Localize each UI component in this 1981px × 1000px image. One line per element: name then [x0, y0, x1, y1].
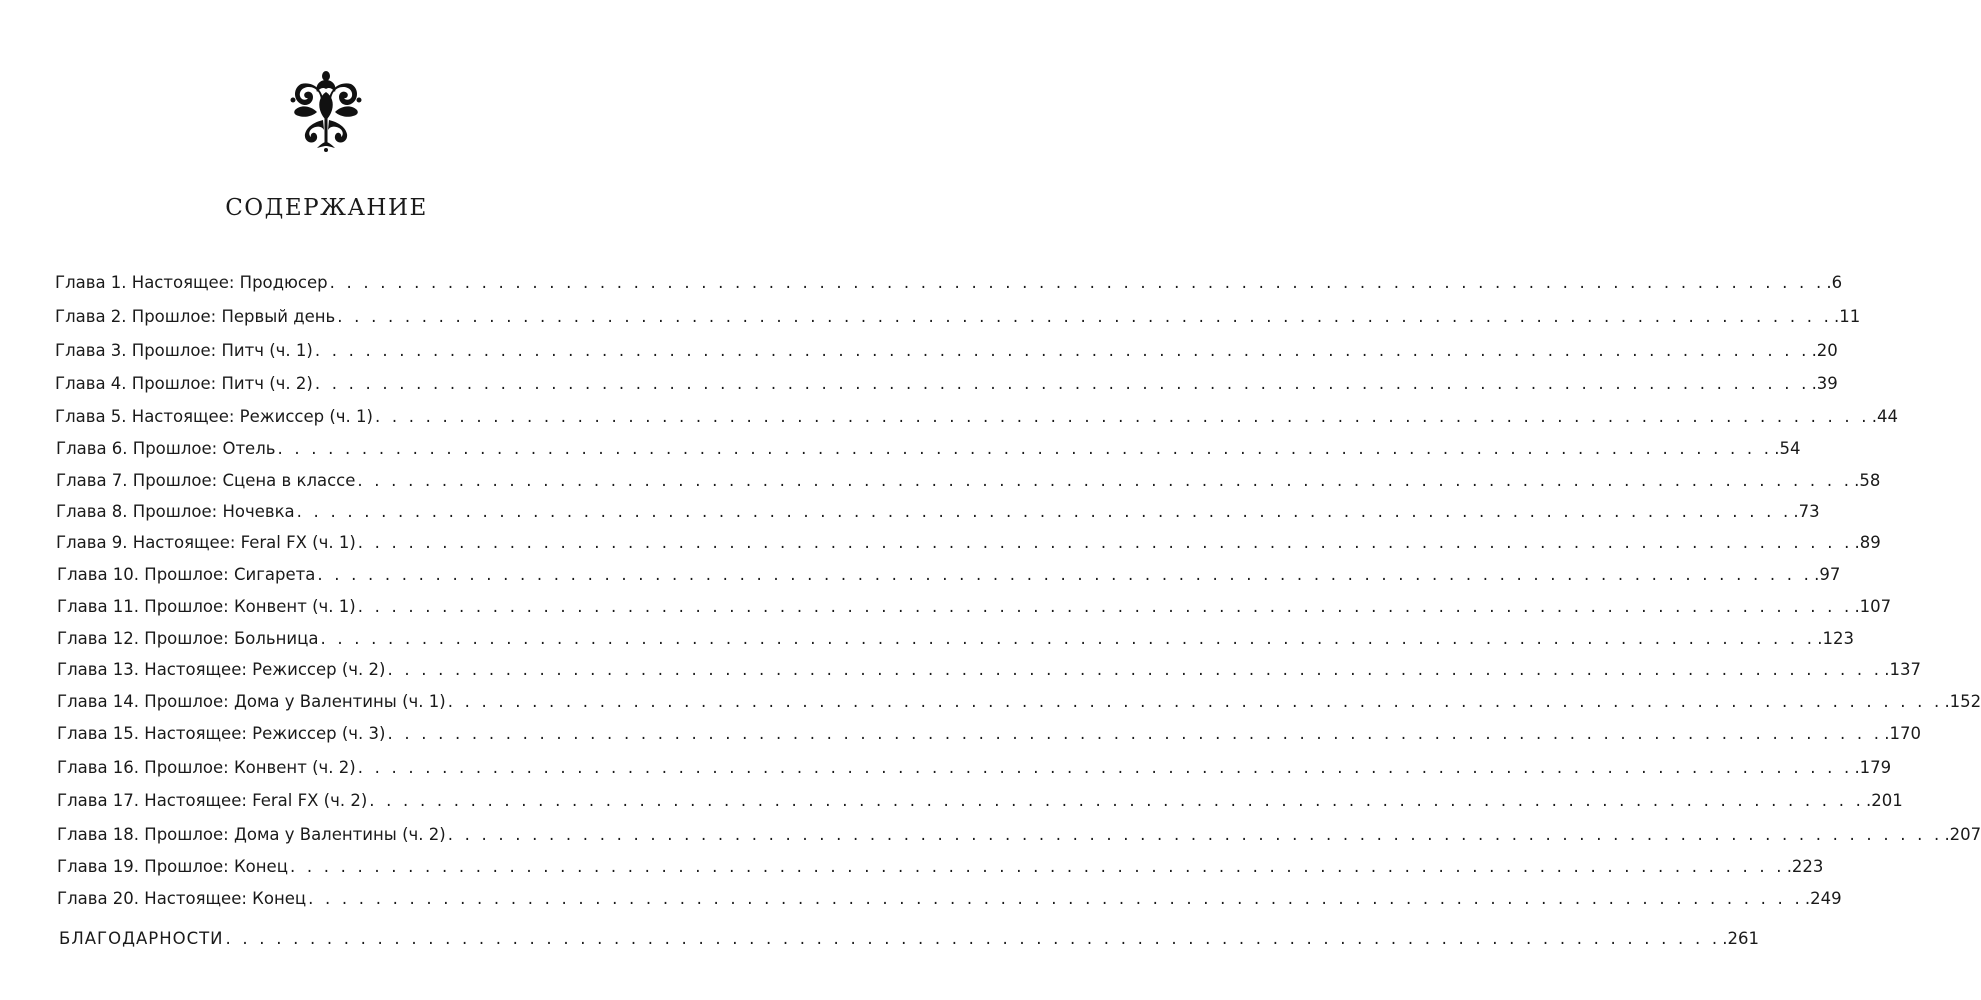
- toc-entry: [57, 659, 1921, 681]
- toc-entry: [55, 272, 1843, 294]
- toc-entry-page: .179: [1854, 758, 1892, 777]
- toc-entry-title: Глава 10. Прошлое: Сигарета: [57, 565, 316, 584]
- toc-entry-title: Глава 1. Настоящее: Продюсер: [55, 273, 328, 292]
- toc-entry: [57, 691, 1981, 713]
- toc-leader-dots: . . . . . . . . . . . . . . . . . . . . . . . . . . . . . . . . . . . . . . . . . . . . . . . . . . . . . . . . . . . . . . . . . . . . . . . . . . . . . . . . . . . . . . . . .: [296, 502, 1792, 521]
- toc-entry-page: .54: [1774, 439, 1801, 458]
- toc-entry-title: Глава 4. Прошлое: Питч (ч. 2): [55, 374, 313, 393]
- toc-entry-page: .170: [1884, 724, 1921, 743]
- toc-leader-dots: . . . . . . . . . . . . . . . . . . . . . . . . . . . . . . . . . . . . . . . . . . . . . . . . . . . . . . . . . . . . . . . . . . . . . . . . . . . . . . . . . . . . . . . . .: [337, 307, 1833, 326]
- toc-leader-dots: . . . . . . . . . . . . . . . . . . . . . . . . . . . . . . . . . . . . . . . . . . . . . . . . . . . . . . . . . . . . . . . . . . . . . . . . . . . . . . . . . . . . . . . . .: [387, 724, 1883, 743]
- toc-entry-page: .73: [1793, 502, 1820, 521]
- toc-entry: [56, 438, 1801, 460]
- toc-entry-page: .11: [1834, 307, 1861, 326]
- toc-leader-dots: . . . . . . . . . . . . . . . . . . . . . . . . . . . . . . . . . . . . . . . . . . . . . . . . . . . . . . . . . . . . . . . . . . . . . . . . . . . . . . . . . . . . . . . . .: [317, 565, 1813, 584]
- toc-entry-page: .20: [1811, 341, 1838, 360]
- toc-entry-title: Глава 8. Прошлое: Ночевка: [56, 502, 295, 521]
- toc-entry-page: .58: [1854, 471, 1881, 490]
- toc-leader-dots: . . . . . . . . . . . . . . . . . . . . . . . . . . . . . . . . . . . . . . . . . . . . . . . . . . . . . . . . . . . . . . . . . . . . . . . . . . . . . . . . . . . . . . . . .: [357, 533, 1853, 552]
- toc-entry-page: .261: [1722, 929, 1760, 948]
- toc-entry: [56, 532, 1881, 554]
- toc-entry-page: .223: [1786, 857, 1824, 876]
- toc-leader-dots: . . . . . . . . . . . . . . . . . . . . . . . . . . . . . . . . . . . . . . . . . . . . . . . . . . . . . . . . . . . . . . . . . . . . . . . . . . . . . . . . . . . . . . . . .: [314, 341, 1810, 360]
- toc-entry-acknowledgements: [59, 928, 1760, 950]
- toc-entry: [56, 470, 1881, 492]
- toc-leader-dots: . . . . . . . . . . . . . . . . . . . . . . . . . . . . . . . . . . . . . . . . . . . . . . . . . . . . . . . . . . . . . . . . . . . . . . . . . . . . . . . . . . . . . . . . .: [277, 439, 1773, 458]
- toc-entry: [56, 501, 1820, 523]
- toc-leader-dots: . . . . . . . . . . . . . . . . . . . . . . . . . . . . . . . . . . . . . . . . . . . . . . . . . . . . . . . . . . . . . . . . . . . . . . . . . . . . . . . . . . . . . . . . .: [357, 471, 1853, 490]
- toc-entry-title: Глава 13. Настоящее: Режиссер (ч. 2): [57, 660, 386, 679]
- toc-leader-dots: . . . . . . . . . . . . . . . . . . . . . . . . . . . . . . . . . . . . . . . . . . . . . . . . . . . . . . . . . . . . . . . . . . . . . . . . . . . . . . . . . . . . . . . . .: [369, 791, 1865, 810]
- toc-entry-page: .207: [1944, 825, 1981, 844]
- toc-entry-page: .89: [1854, 533, 1881, 552]
- toc-leader-dots: . . . . . . . . . . . . . . . . . . . . . . . . . . . . . . . . . . . . . . . . . . . . . . . . . . . . . . . . . . . . . . . . . . . . . . . . . . . . . . . . . . . . . . . . .: [308, 889, 1803, 908]
- page-title: СОДЕРЖАНИЕ: [225, 195, 428, 221]
- toc-entry-page: .97: [1814, 565, 1841, 584]
- toc-entry: [57, 856, 1824, 878]
- toc-leader-dots: . . . . . . . . . . . . . . . . . . . . . . . . . . . . . . . . . . . . . . . . . . . . . . . . . . . . . . . . . . . . . . . . . . . . . . . . . . . . . . . . . . . . . . . . .: [320, 629, 1816, 648]
- toc-entry-page: .44: [1871, 407, 1898, 426]
- toc-entry-page: .107: [1854, 597, 1892, 616]
- toc-entry-title: Глава 15. Настоящее: Режиссер (ч. 3): [57, 724, 386, 743]
- toc-leader-dots: . . . . . . . . . . . . . . . . . . . . . . . . . . . . . . . . . . . . . . . . . . . . . . . . . . . . . . . . . . . . . . . . . . . . . . . . . . . . . . . . . . . . . . . . .: [329, 273, 1825, 292]
- toc-entry-page: .201: [1866, 791, 1903, 810]
- toc-entry-title: Глава 9. Настоящее: Feral FX (ч. 1): [56, 533, 356, 552]
- toc-entry-title: Глава 11. Прошлое: Конвент (ч. 1): [57, 597, 356, 616]
- toc-leader-dots: . . . . . . . . . . . . . . . . . . . . . . . . . . . . . . . . . . . . . . . . . . . . . . . . . . . . . . . . . . . . . . . . . . . . . . . . . . . . . . . . . . . . . . . . .: [357, 597, 1853, 616]
- toc-entry-page: .249: [1804, 889, 1842, 908]
- toc-entry-title: Глава 19. Прошлое: Конец: [57, 857, 288, 876]
- toc-entry: [57, 824, 1981, 846]
- toc-entry-page: .39: [1811, 374, 1838, 393]
- toc-entry: [57, 757, 1892, 779]
- toc-entry-title: Глава 12. Прошлое: Больница: [57, 629, 319, 648]
- toc-entry: [55, 373, 1838, 395]
- toc-leader-dots: . . . . . . . . . . . . . . . . . . . . . . . . . . . . . . . . . . . . . . . . . . . . . . . . . . . . . . . . . . . . . . . . . . . . . . . . . . . . . . . . . . . . . . . . .: [314, 374, 1810, 393]
- toc-leader-dots: . . . . . . . . . . . . . . . . . . . . . . . . . . . . . . . . . . . . . . . . . . . . . . . . . . . . . . . . . . . . . . . . . . . . . . . . . . . . . . . . . . . . . . . . .: [357, 758, 1853, 777]
- toc-entry-title: Глава 16. Прошлое: Конвент (ч. 2): [57, 758, 356, 777]
- toc-entry: [55, 406, 1898, 428]
- toc-entry: [55, 306, 1861, 328]
- toc-entry-title: Глава 6. Прошлое: Отель: [56, 439, 276, 458]
- toc-entry-page: .152: [1944, 692, 1981, 711]
- toc-leader-dots: . . . . . . . . . . . . . . . . . . . . . . . . . . . . . . . . . . . . . . . . . . . . . . . . . . . . . . . . . . . . . . . . . . . . . . . . . . . . . . . . . . . . . . . . .: [447, 692, 1943, 711]
- toc-entry-title: Глава 18. Прошлое: Дома у Валентины (ч. 2): [57, 825, 446, 844]
- toc-leader-dots: . . . . . . . . . . . . . . . . . . . . . . . . . . . . . . . . . . . . . . . . . . . . . . . . . . . . . . . . . . . . . . . . . . . . . . . . . . . . . . . . . . . . . . . . .: [447, 825, 1943, 844]
- toc-leader-dots: . . . . . . . . . . . . . . . . . . . . . . . . . . . . . . . . . . . . . . . . . . . . . . . . . . . . . . . . . . . . . . . . . . . . . . . . . . . . . . . . . . . . . . . . .: [225, 929, 1721, 948]
- toc-entry: [57, 790, 1903, 812]
- toc-entry-title: Глава 3. Прошлое: Питч (ч. 1): [55, 341, 313, 360]
- toc-entry: [57, 723, 1921, 745]
- toc-entry-title: БЛАГОДАРНОСТИ: [59, 929, 224, 948]
- toc-entry: [57, 628, 1854, 650]
- toc-entry: [57, 888, 1842, 910]
- toc-entry: [55, 340, 1838, 362]
- toc-entry: [57, 564, 1841, 586]
- toc-entry-page: .137: [1884, 660, 1921, 679]
- toc-entry-title: Глава 14. Прошлое: Дома у Валентины (ч. 1): [57, 692, 446, 711]
- toc-entry-title: Глава 5. Настоящее: Режиссер (ч. 1): [55, 407, 373, 426]
- toc-entry-page: .123: [1817, 629, 1854, 648]
- toc-entry-title: Глава 7. Прошлое: Сцена в классе: [56, 471, 356, 490]
- toc-entry-page: .6: [1826, 273, 1843, 292]
- toc-leader-dots: . . . . . . . . . . . . . . . . . . . . . . . . . . . . . . . . . . . . . . . . . . . . . . . . . . . . . . . . . . . . . . . . . . . . . . . . . . . . . . . . . . . . . . . . .: [374, 407, 1870, 426]
- floral-ornament-icon: [289, 70, 363, 152]
- toc-entry-title: Глава 2. Прошлое: Первый день: [55, 307, 336, 326]
- toc-entry-title: Глава 17. Настоящее: Feral FX (ч. 2): [57, 791, 368, 810]
- toc-leader-dots: . . . . . . . . . . . . . . . . . . . . . . . . . . . . . . . . . . . . . . . . . . . . . . . . . . . . . . . . . . . . . . . . . . . . . . . . . . . . . . . . . . . . . . . . .: [387, 660, 1883, 679]
- toc-entry: [57, 596, 1892, 618]
- toc-entry-title: Глава 20. Настоящее: Конец: [57, 889, 307, 908]
- toc-leader-dots: . . . . . . . . . . . . . . . . . . . . . . . . . . . . . . . . . . . . . . . . . . . . . . . . . . . . . . . . . . . . . . . . . . . . . . . . . . . . . . . . . . . . . . . . .: [289, 857, 1785, 876]
